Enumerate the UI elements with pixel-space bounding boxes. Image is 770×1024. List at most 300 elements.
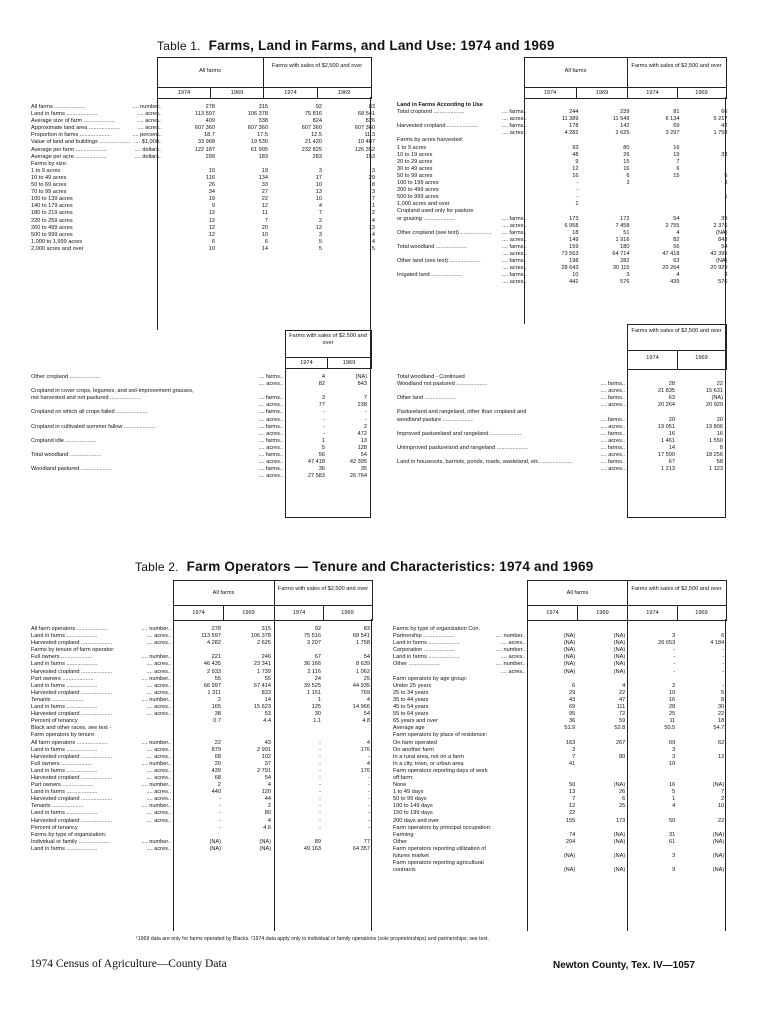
table-row [30,704,372,711]
row-label [396,402,592,409]
table1-lower-right-rows [396,374,725,473]
row-unit: .... number.. [495,647,526,654]
cell-value: 4 282 [207,640,221,647]
row-unit: .... farms.. [600,459,625,466]
cell-value: 68 [214,774,221,781]
table-row [30,225,377,232]
cell-value: 172 [620,215,630,222]
table-row [30,796,372,803]
row-label: 35 to 44 years [393,696,429,703]
table2-year: 1974 [192,610,205,616]
cell-value [323,832,372,839]
row-unit [128,725,173,732]
table-row [392,718,726,725]
table2-col-sales-right: Farms with sales of $2,500 and over [631,586,722,592]
cell-value: - [368,824,370,831]
row-unit: .... percent.. [132,132,162,139]
row-label: Cropland on which all crops failed .................... [31,409,148,416]
cell-value: 25 [363,675,370,682]
cell-value: 6 [211,238,215,245]
cell-value: 159 [569,243,579,250]
cell-value: 833 [261,689,271,696]
cell-value: - [722,647,725,654]
cell-value: 55 [214,675,221,682]
cell-value: 5 [724,172,728,179]
cell-value: 47 418 [662,250,680,257]
row-unit [492,740,527,747]
table-row [392,867,726,874]
row-label: Black and other races, see text - [31,725,112,732]
row-unit [492,761,527,768]
row-label: Tenants .................... [31,803,84,810]
cell-value: 72 [619,711,626,718]
table-row [396,459,725,466]
cell-value: 1 550 [709,437,723,444]
cell-value: 3 [724,180,728,187]
cell-value: 50 [669,817,676,824]
row-unit: .... acres.. [500,640,526,647]
row-label: 50 to 99 acres [397,172,433,179]
cell-value [577,768,627,775]
table-row [30,111,377,118]
row-label: Harvested cropland .................... [31,640,113,647]
table-row [392,803,726,810]
cell-value: 20 [261,224,268,231]
row-unit [128,718,173,725]
row-label: Farms by acres harvested: [397,137,464,144]
cell-value: - [368,789,370,796]
cell-value: - [319,817,321,824]
cell-value: 43 [569,696,576,703]
cell-value: 56 [673,243,680,250]
cell-value: 10 [208,167,215,174]
table-row [392,704,726,711]
cell-value: 15 [623,158,630,165]
table2-col-all-farms-right: All farms [566,590,589,596]
cell-value [223,647,273,654]
row-unit: .... farms.. [258,374,283,380]
cell-value: 53 [264,711,271,718]
table-row [30,445,369,452]
table-row [30,647,372,654]
table-row [30,175,377,182]
cell-value: 2 [371,210,375,217]
cell-value: 4 [371,231,375,238]
table1-lower-left-rows [30,374,369,480]
row-unit [592,374,627,381]
row-label: 180 to 219 acres [31,210,73,217]
cell-value: (NA) [613,633,626,640]
cell-value [273,725,323,732]
row-unit [131,232,164,239]
cell-value [323,732,372,739]
table-row [30,381,369,388]
cell-value [527,626,577,633]
row-label: or grazing .................... [397,215,455,222]
table1-year: 1969 [342,360,356,366]
table-row [30,473,369,480]
row-unit [492,789,527,796]
cell-value: 48 [572,151,579,158]
cell-value: 18 [572,229,579,236]
cell-value [581,194,632,201]
table-row [396,145,730,152]
cell-value: 28 [668,381,675,388]
row-label: Harvested cropland .................... [31,668,113,675]
cell-value: 239 [620,109,630,116]
cell-value: (NA) [563,654,576,661]
cell-value [682,102,730,109]
cell-value: 7 [572,753,576,760]
table1-lower-col-sales: Farms with sales of $2,500 and over [289,333,367,346]
cell-value: - [319,767,321,774]
table-row [30,683,372,690]
cell-value: 64 357 [352,845,370,852]
row-unit [492,775,527,782]
row-unit: .... farms.. [258,452,283,459]
cell-value: - [219,810,221,817]
table-row [30,725,372,732]
row-unit: .... acres.. [600,402,625,409]
table2-year: 1969 [695,610,708,616]
cell-value: 19 530 [250,139,268,146]
cell-value: - [319,803,321,810]
table-row [392,846,726,853]
cell-value: 38 [214,711,221,718]
cell-value: 6 [264,238,268,245]
row-label: Average per acre .................... [31,153,107,160]
cell-value: 15 623 [253,704,271,711]
cell-value [677,409,725,416]
cell-value [173,732,223,739]
row-label: Farm operators reporting utilization of [393,845,486,852]
cell-value: 25 [669,711,676,718]
row-label: Average age [393,725,425,732]
cell-value: - [319,746,321,753]
cell-value: 67 [314,654,321,661]
cell-value: 176 [360,767,370,774]
cell-value: 13 [368,224,375,231]
row-label: Cropland idle .................... [31,437,97,444]
cell-value: (NA) [613,647,626,654]
cell-value: 14 [668,444,675,451]
cell-value: 10 [315,196,322,203]
row-unit: .... farms.. [600,416,625,423]
cell-value: 39 [721,215,728,222]
row-label: 10 to 19 acres [397,151,433,158]
table2-title [135,559,593,574]
cell-value: (NA) [563,853,576,859]
cell-value: 42 [721,123,728,130]
row-label: 1 to 49 days [393,789,424,796]
cell-value: 173 [569,215,579,222]
cell-value: 64 714 [612,250,630,257]
row-unit [492,676,527,683]
cell-value: 12 [208,210,215,217]
cell-value [632,194,682,201]
row-unit: .... farms.. [501,258,527,265]
table-row [396,116,730,123]
cell-value: - [365,416,367,423]
row-label: 45 to 54 years [393,704,429,711]
table1-col-sales: Farms with sales of $2,500 and over [271,63,363,69]
cell-value [632,180,682,187]
cell-value [627,409,677,416]
cell-value: 63 [673,258,680,265]
cell-value: 12 [261,203,268,210]
cell-value: 41 [569,760,576,767]
row-unit: .... farms.. [600,395,625,402]
cell-value: 22 [261,196,268,203]
row-label: Full owners .................... [31,760,93,767]
row-label [396,116,493,123]
table1-year: 1969 [695,355,708,361]
cell-value: 68 [214,753,221,760]
row-label: Proportion in farms .................... [31,132,111,139]
table-row [30,825,372,832]
row-unit: .... number.. [495,661,526,668]
row-label: Farm operators by age group: [393,675,467,682]
cell-value: 178 [569,123,579,130]
cell-value [627,626,677,633]
cell-value: (NA) [563,668,576,675]
table-row [396,402,725,409]
cell-value: 278 [211,626,221,632]
cell-value: 576 [620,279,630,286]
row-unit [492,846,527,853]
row-unit [128,825,173,832]
table-row [392,626,726,633]
cell-value [577,747,627,754]
table-row [30,690,372,697]
row-unit: .... acres.. [146,845,171,852]
cell-value [527,775,577,782]
cell-value: 173 [615,817,626,824]
cell-value: 66 997 [203,682,221,689]
cell-value: 4 [676,229,680,236]
row-label: Land in farms .................... [31,810,98,817]
table1-year: 1969 [595,90,609,96]
cell-value: - [319,824,321,831]
cell-value: 2 933 [207,668,221,675]
table-row [392,839,726,846]
row-label: Land in farms .................... [31,704,98,711]
table-row [30,118,377,125]
row-unit [131,225,164,232]
cell-value: 1 062 [356,668,370,675]
cell-value [529,208,581,215]
cell-value: 0.7 [213,718,221,725]
cell-value: 4 184 [710,640,725,647]
row-unit: .... acres.. [146,789,171,796]
cell-value: 246 [261,654,271,661]
cell-value: - [319,810,321,817]
table-row [396,381,725,388]
cell-value: 22 [718,711,725,718]
cell-value: (NA) [711,395,723,402]
cell-value: 3 [371,189,375,196]
cell-value: 75 816 [304,111,322,118]
row-label: Land in farms .................... [31,633,98,640]
cell-value: 9 [575,158,579,165]
row-label: Other cropland (see text) .................... [397,229,492,236]
cell-value: 27 583 [307,473,325,480]
row-unit: .... acres.. [501,130,527,137]
row-label [30,459,240,466]
row-label: Land in farms .................... [31,111,98,118]
cell-value: 50 [569,782,576,789]
row-unit: .... number.. [141,626,171,632]
cell-value: 16 [572,172,579,179]
row-label: woodland pasture .................... [397,416,474,423]
cell-value [677,747,726,754]
cell-value: 73 563 [561,250,579,257]
table-row [396,445,725,452]
table-row [30,210,377,217]
table-row [392,825,726,832]
row-label: futures market [393,853,429,859]
cell-value: 3 [626,272,630,279]
cell-value: 13 [569,789,576,796]
cell-value: 315 [261,626,271,632]
table-row [396,279,730,286]
cell-value: 106 378 [247,111,268,118]
cell-value: 10 [208,245,215,252]
table-row [396,159,730,166]
cell-value: 1 123 [709,466,723,473]
cell-value [627,374,677,381]
row-label: Part owners .................... [31,782,94,789]
row-unit: .... acres.. [600,388,625,395]
cell-value: 3 [371,167,375,174]
cell-value: 33 [721,151,728,158]
cell-value: 16 [669,782,676,789]
cell-value: - [576,194,579,201]
row-label: In a rural area, not on a farm [393,753,464,760]
row-label: off farm: [393,774,414,781]
row-label: Harvested cropland .................... [31,796,113,803]
cell-value: 61 [669,838,676,845]
cell-value: - [219,824,221,831]
cell-value: 21 420 [304,139,322,146]
cell-value: (NA) [716,229,728,236]
cell-value: 607 360 [354,125,375,132]
table1-right-rows [396,102,730,286]
cell-value: - [673,654,676,661]
row-label: Woodland not pastured .................... [397,381,488,388]
table-row [30,189,377,196]
cell-value: 30 [314,711,321,718]
cell-value: 59 [619,718,626,725]
cell-value: 27 [261,189,268,196]
cell-value: 4.4 [263,718,271,725]
row-unit: .... acres.. [146,689,171,696]
cell-value: 125 [311,704,321,711]
cell-value: - [673,661,676,668]
cell-value: 19 [208,196,215,203]
cell-value: 1 [371,203,375,210]
table2-right-rows [392,626,726,874]
cell-value: 7 [371,196,375,203]
row-unit: .... acres.. [500,654,526,661]
cell-value: 111 [616,704,626,711]
cell-value: 2 791 [257,767,271,774]
row-label: 200 days and over [393,817,440,824]
row-unit: .... farms.. [258,409,283,416]
row-label [396,424,592,431]
table-row [30,761,372,768]
cell-value [270,161,324,168]
cell-value [627,676,677,683]
cell-value: 3 [724,272,728,279]
cell-value: 24 [314,675,321,682]
cell-value: 1.1 [313,718,321,725]
table-row [30,246,377,253]
cell-value: 19 [673,151,680,158]
cell-value: 165 [211,704,221,711]
cell-value: 7 [572,796,576,803]
cell-value: (NA) [563,661,576,668]
cell-value: 232 825 [301,146,322,153]
cell-value: - [323,430,325,437]
cell-value: 11 549 [612,116,630,123]
row-label: 1,000 acres and over [397,201,450,208]
cell-value [577,775,627,782]
table-row [30,104,377,111]
cell-value: 6 [572,682,576,689]
cell-value [527,846,577,853]
cell-value: - [368,782,370,789]
row-label [396,265,493,272]
cell-value [682,187,730,194]
cell-value: 149 [569,236,579,243]
table-row [30,424,369,431]
row-label: In a city, town, or urban area [393,760,464,767]
cell-value: 282 [620,258,630,265]
row-label: 100 to 149 days [393,803,433,810]
cell-value: 824 [312,118,322,125]
table-row [396,173,730,180]
table-row [396,272,730,279]
cell-value: 155 [565,817,576,824]
row-unit: .... acres.. [501,265,527,272]
row-label: 10 to 49 acres [31,174,67,181]
cell-value [627,732,677,739]
cell-value: 299 [205,153,215,160]
table-row [30,232,377,239]
table1-left-body [30,104,377,253]
cell-value: 4 [622,682,626,689]
cell-value: 22 [619,689,626,696]
row-label: 220 to 259 acres [31,217,73,224]
row-label: 200 to 499 acres [397,187,439,194]
cell-value: 183 [258,153,268,160]
cell-value: 26 653 [658,640,676,647]
row-label: Land in farms .................... [31,845,98,852]
cell-value: 2 991 [257,746,271,753]
row-label [30,473,240,480]
row-label: On farm operated [393,739,437,746]
cell-value: 283 [312,153,322,160]
table1-col-all-farms-right: All farms [564,68,587,74]
cell-value: (NA) [613,654,626,661]
row-label: All farms .................... [31,104,86,110]
row-label [30,445,240,452]
table2-year: 1969 [242,610,255,616]
table-row [392,661,726,668]
cell-value: 5 [318,245,322,252]
cell-value: (NA) [613,640,626,647]
